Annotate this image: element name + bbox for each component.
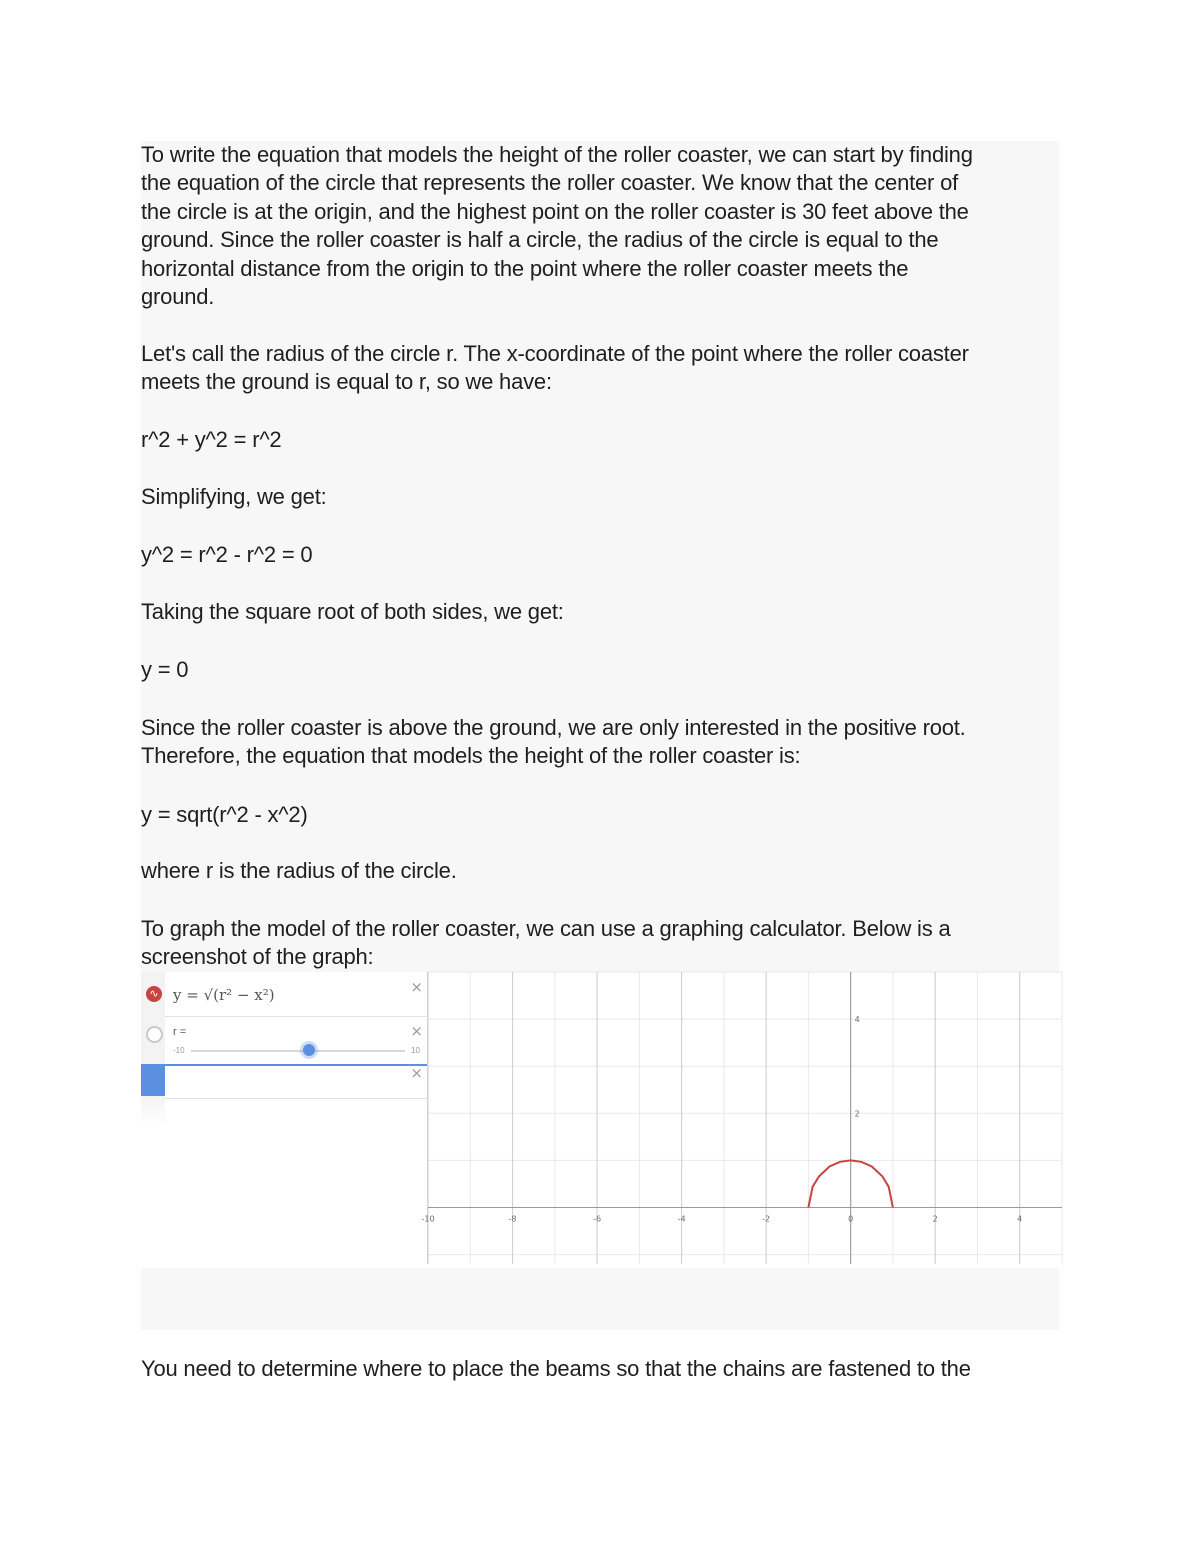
expression-row (141, 972, 427, 1017)
x-tick-label: -4 (677, 1214, 686, 1224)
close-icon[interactable]: × (410, 1022, 423, 1040)
x-tick-label: -6 (593, 1214, 602, 1224)
paragraph-intro: To write the equation that models the height of the roller coaster, we can start by finding the equation of the circle that represents the roller coaster. We know that the center of the circle is at the origin, and the highest point on the roller coaster is 30 feet above the ground. Since the roller coaster is half a circle, the radius of the circle is equal to the horizontal distance from the origin to the point where the roller coaster meets the ground. (141, 142, 973, 310)
close-icon[interactable]: × (410, 1064, 423, 1082)
expression-input[interactable]: y = √(r² − x²) (173, 986, 275, 1004)
slider-thumb[interactable] (303, 1044, 315, 1056)
graphing-calculator-screenshot (141, 972, 1061, 1264)
equation-model: y = sqrt(r^2 - x^2) (141, 802, 308, 827)
close-icon[interactable]: × (410, 978, 423, 996)
paragraph-graph-intro: To graph the model of the roller coaster, we can use a graphing calculator. Below is a screenshot of the graph: (141, 916, 951, 970)
x-tick-label: 2 (932, 1214, 938, 1224)
paragraph-square-root: Taking the square root of both sides, we get: (141, 599, 564, 624)
graph-area[interactable] (421, 972, 1062, 1264)
paragraph-positive-root: Since the roller coaster is above the ground, we are only interested in the positive root. Therefore, the equation that models the height of the roller coaster is: (141, 715, 966, 769)
x-tick-label: -2 (762, 1214, 771, 1224)
slider-row (141, 1016, 427, 1065)
slider-max: 10 (411, 1046, 420, 1055)
paragraph-simplifying: Simplifying, we get: (141, 484, 327, 509)
graph-footer-highlight (141, 1268, 1059, 1330)
graph-toggle-icon[interactable]: ∿ (146, 986, 162, 1002)
paragraph-beams: You need to determine where to place the beams so that the chains are fastened to the (141, 1356, 971, 1381)
slider-toggle-icon[interactable] (146, 1026, 163, 1043)
equation-simplified: y^2 = r^2 - r^2 = 0 (141, 542, 313, 567)
equation-circle: r^2 + y^2 = r^2 (141, 427, 282, 452)
expression-list (141, 972, 427, 1264)
equation-y-zero: y = 0 (141, 657, 189, 682)
slider-track[interactable] (191, 1050, 405, 1052)
slider-min: -10 (173, 1046, 185, 1055)
x-tick-label: 0 (848, 1214, 854, 1224)
y-tick-label: 2 (854, 1109, 860, 1119)
x-tick-label: 4 (1017, 1214, 1023, 1224)
graph-canvas[interactable] (421, 972, 1062, 1264)
new-expression-row[interactable] (141, 1064, 427, 1099)
slider-variable: r = (173, 1026, 187, 1038)
paragraph-radius-note: where r is the radius of the circle. (141, 858, 457, 883)
paragraph-radius: Let's call the radius of the circle r. The x-coordinate of the point where the roller coaster meets the ground is equal to r, so we have: (141, 341, 969, 395)
y-tick-label: 4 (854, 1015, 860, 1025)
x-tick-label: -8 (508, 1214, 517, 1224)
x-tick-label: -10 (421, 1214, 435, 1224)
